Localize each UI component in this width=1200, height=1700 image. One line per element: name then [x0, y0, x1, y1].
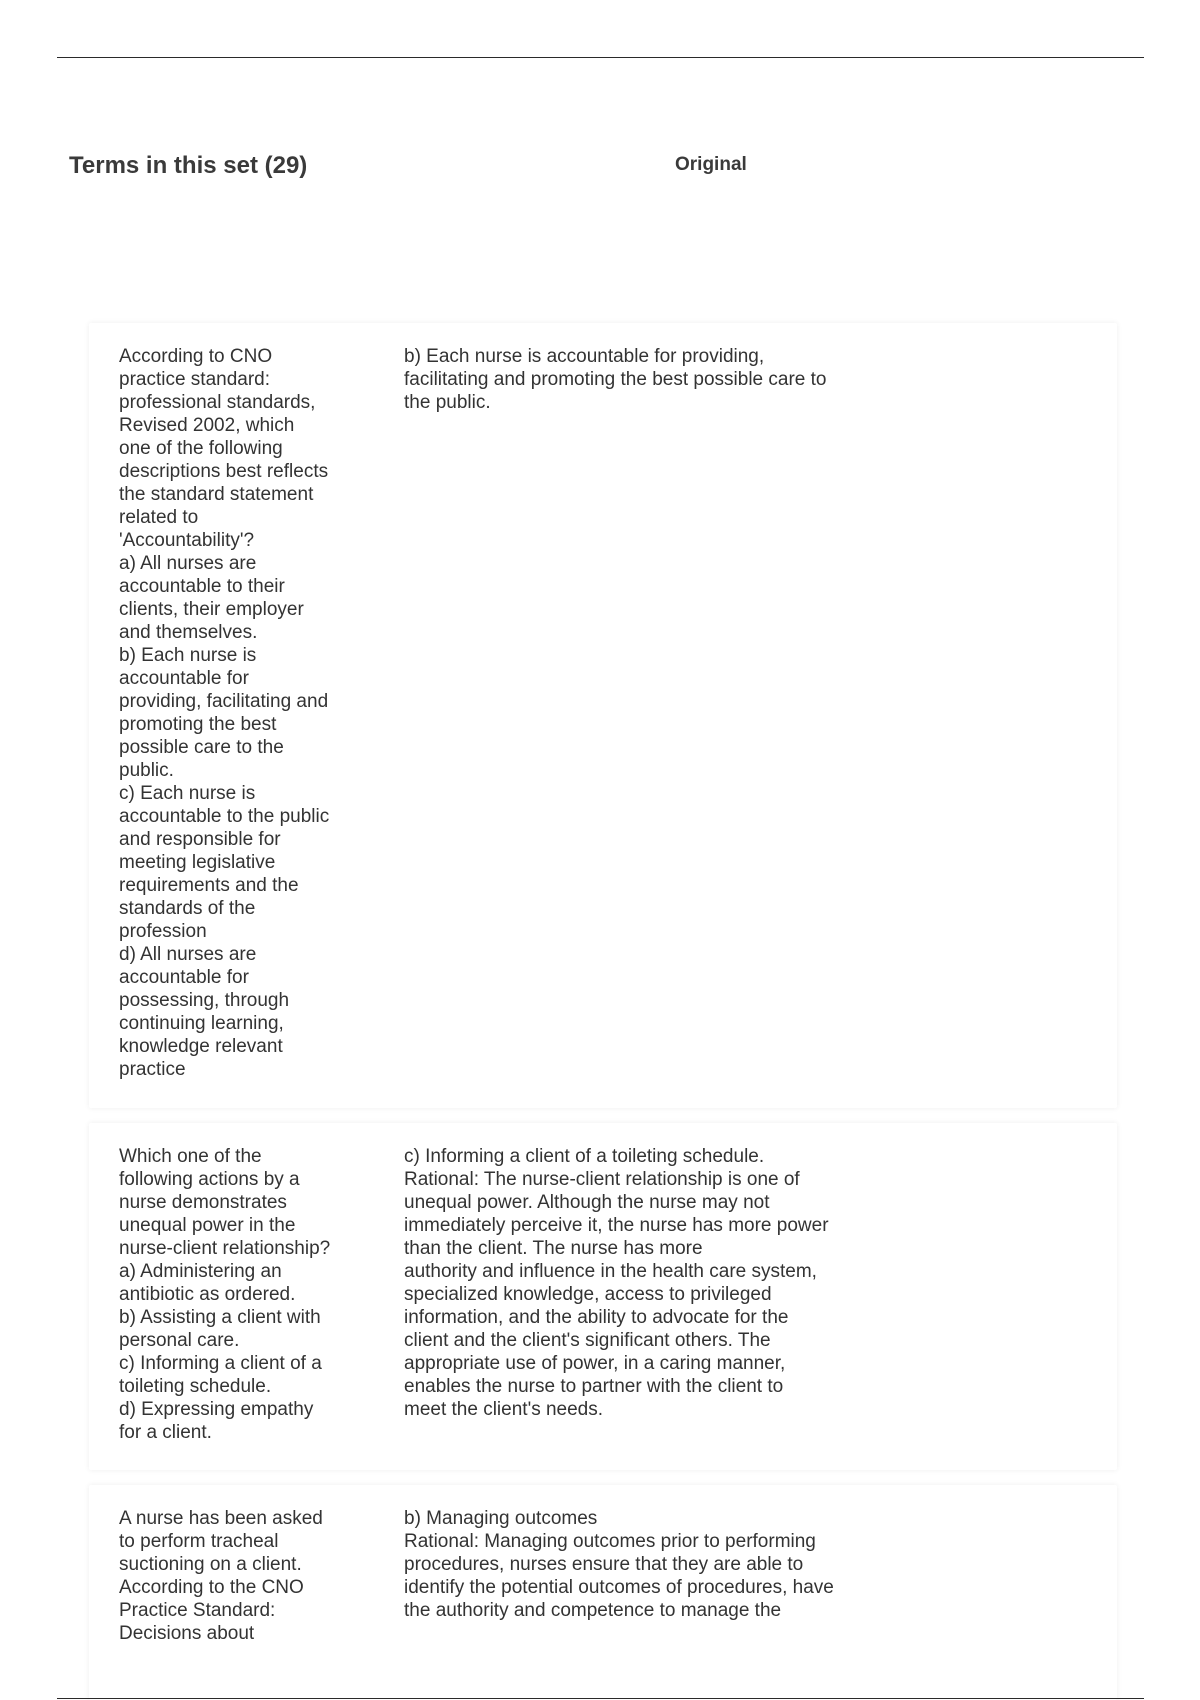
set-header	[69, 150, 1144, 190]
term-text: Which one of the following actions by a nurse demonstrates unequal power in the nurse-client relationship? a) Administering an antibiotic as ordered. b) Assisting a client with personal care. c) Informing a client of a toileting schedule. d) Expressing empathy for a client.	[119, 1146, 331, 1443]
set-mode-label: Original	[675, 154, 747, 175]
term-card	[89, 323, 1117, 1108]
definition-text: b) Each nurse is accountable for providing, facilitating and promoting the best possible care to the public.	[404, 346, 827, 413]
term-text: A nurse has been asked to perform tracheal suctioning on a client. According to the CNO Practice Standard: Decisions about	[119, 1508, 323, 1644]
top-rule	[57, 57, 1144, 58]
bottom-rule	[57, 1698, 1144, 1699]
definition-text: c) Informing a client of a toileting schedule. Rational: The nurse-client relationship is one of unequal power. Although the nurse may not immediately perceive it, the nurse has more power than the client. The nurse has more authority and influence in the health care system, specialized knowledge, access to privileged information, and the ability to advocate for the client and the client's significant others. The appropriate use of power, in a caring manner, enables the nurse to partner with the client to meet the client's needs.	[404, 1146, 829, 1420]
term-card	[89, 1485, 1117, 1700]
definition-text: b) Managing outcomes Rational: Managing outcomes prior to performing procedures, nurses ensure that they are able to identify the potential outcomes of procedures, have the authority and competence to manage the	[404, 1508, 834, 1621]
term-card	[89, 1123, 1117, 1470]
set-title: Terms in this set (29)	[69, 152, 308, 179]
term-text: According to CNO practice standard: professional standards, Revised 2002, which one of the following descriptions best reflects the standard statement related to 'Accountability'? a) All nurses are accountable to their clients, their employer and themselves. b) Each nurse is accountable for providing, facilitating and promoting the best possible care to the public. c) Each nurse is accountable to the public and responsible for meeting legislative requirements and the standards of the profession d) All nurses are accountable for possessing, through continuing learning, knowledge relevant practice	[119, 346, 330, 1080]
